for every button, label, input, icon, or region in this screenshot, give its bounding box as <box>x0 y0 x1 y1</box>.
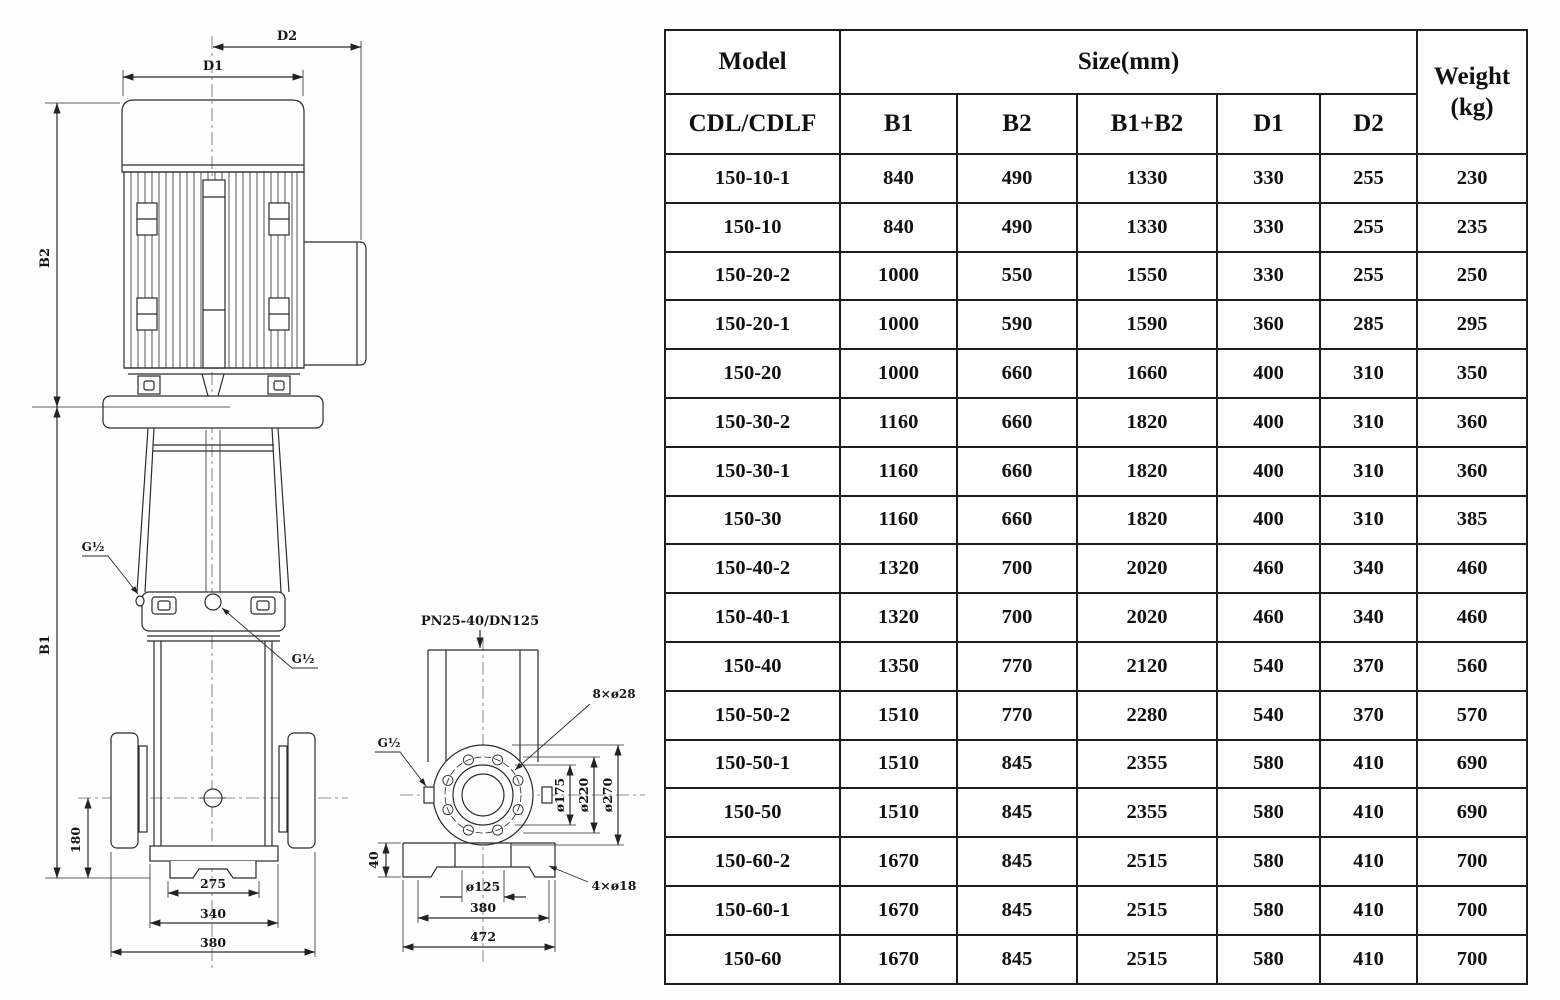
b1b2-cell: 1330 <box>1077 154 1217 203</box>
d1-cell: 400 <box>1217 398 1320 447</box>
b2-cell: 700 <box>957 593 1077 642</box>
weight-cell: 235 <box>1417 203 1527 252</box>
d1-cell: 330 <box>1217 154 1320 203</box>
header-d1: D1 <box>1217 94 1320 154</box>
b1b2-cell: 2515 <box>1077 837 1217 886</box>
b1-cell: 1670 <box>840 935 957 984</box>
leader-g-left <box>82 556 138 594</box>
spec-row <box>665 203 1527 252</box>
label-180: 180 <box>68 826 83 854</box>
b2-cell: 660 <box>957 398 1077 447</box>
weight-cell: 360 <box>1417 398 1527 447</box>
spec-row <box>665 154 1527 203</box>
d1-cell: 580 <box>1217 935 1320 984</box>
b1b2-cell: 1820 <box>1077 398 1217 447</box>
b1b2-cell: 1330 <box>1077 203 1217 252</box>
b1-cell: 1160 <box>840 496 957 545</box>
weight-cell: 360 <box>1417 447 1527 496</box>
b1b2-cell: 1660 <box>1077 349 1217 398</box>
d2-cell: 410 <box>1320 886 1417 935</box>
weight-cell: 700 <box>1417 886 1527 935</box>
spec-row <box>665 642 1527 691</box>
side-port-left <box>424 787 434 803</box>
header-model: Model <box>665 30 840 94</box>
d1-cell: 580 <box>1217 788 1320 837</box>
side-port-right <box>542 787 552 803</box>
label-g-center: G½ <box>291 652 315 666</box>
d2-cell: 340 <box>1320 544 1417 593</box>
d2-cell: 255 <box>1320 252 1417 301</box>
spec-table-header <box>665 30 1527 154</box>
b2-cell: 590 <box>957 300 1077 349</box>
d1-cell: 330 <box>1217 203 1320 252</box>
d1-cell: 580 <box>1217 740 1320 789</box>
b1b2-cell: 1820 <box>1077 496 1217 545</box>
b2-cell: 490 <box>957 154 1077 203</box>
spec-row <box>665 935 1527 984</box>
model-cell: 150-20 <box>665 349 840 398</box>
b2-cell: 490 <box>957 203 1077 252</box>
spec-row <box>665 740 1527 789</box>
d1-cell: 330 <box>1217 252 1320 301</box>
label-175: ø175 <box>552 777 567 813</box>
model-cell: 150-50 <box>665 788 840 837</box>
label-g-bottom: G½ <box>377 736 401 750</box>
header-d2: D2 <box>1320 94 1417 154</box>
weight-cell: 295 <box>1417 300 1527 349</box>
weight-cell: 385 <box>1417 496 1527 545</box>
b1-cell: 1160 <box>840 447 957 496</box>
b1-cell: 1320 <box>840 593 957 642</box>
spec-row <box>665 398 1527 447</box>
weight-cell: 700 <box>1417 837 1527 886</box>
d2-cell: 310 <box>1320 398 1417 447</box>
b1-cell: 1350 <box>840 642 957 691</box>
d2-cell: 410 <box>1320 935 1417 984</box>
label-125: ø125 <box>465 879 501 894</box>
b2-cell: 660 <box>957 349 1077 398</box>
pump-column <box>154 641 272 846</box>
b1-cell: 840 <box>840 203 957 252</box>
model-cell: 150-60 <box>665 935 840 984</box>
base-profile <box>403 843 555 877</box>
b1b2-cell: 2280 <box>1077 691 1217 740</box>
model-cell: 150-40-2 <box>665 544 840 593</box>
weight-cell: 560 <box>1417 642 1527 691</box>
model-cell: 150-10-1 <box>665 154 840 203</box>
spec-row <box>665 886 1527 935</box>
b2-cell: 660 <box>957 496 1077 545</box>
spec-row <box>665 788 1527 837</box>
label-340: 340 <box>199 906 227 921</box>
b2-cell: 845 <box>957 935 1077 984</box>
header-weight-line2: (kg) <box>1450 94 1494 121</box>
d2-cell: 310 <box>1320 349 1417 398</box>
header-b2: B2 <box>957 94 1077 154</box>
header-model-sub: CDL/CDLF <box>665 94 840 154</box>
d1-cell: 400 <box>1217 349 1320 398</box>
b1-cell: 1320 <box>840 544 957 593</box>
b1-cell: 1000 <box>840 252 957 301</box>
b2-cell: 550 <box>957 252 1077 301</box>
model-cell: 150-60-1 <box>665 886 840 935</box>
model-cell: 150-50-2 <box>665 691 840 740</box>
label-d2: D2 <box>276 29 298 44</box>
d2-cell: 410 <box>1320 837 1417 886</box>
label-b2: B2 <box>38 247 53 269</box>
d2-cell: 255 <box>1320 203 1417 252</box>
b1-cell: 1000 <box>840 349 957 398</box>
suction-flange <box>111 733 138 848</box>
d2-cell: 255 <box>1320 154 1417 203</box>
d1-cell: 540 <box>1217 642 1320 691</box>
label-d1: D1 <box>202 59 224 74</box>
b1b2-cell: 2355 <box>1077 740 1217 789</box>
b1-cell: 1510 <box>840 788 957 837</box>
weight-cell: 700 <box>1417 935 1527 984</box>
b1-cell: 1510 <box>840 740 957 789</box>
d1-cell: 540 <box>1217 691 1320 740</box>
label-270: ø270 <box>600 777 615 813</box>
label-220: ø220 <box>576 777 591 813</box>
motor-conduit <box>203 180 225 368</box>
d2-cell: 370 <box>1320 642 1417 691</box>
model-cell: 150-50-1 <box>665 740 840 789</box>
model-cell: 150-20-1 <box>665 300 840 349</box>
d2-cell: 410 <box>1320 788 1417 837</box>
motor-cap <box>122 100 304 172</box>
header-b1: B1 <box>840 94 957 154</box>
spec-row <box>665 349 1527 398</box>
b1-cell: 840 <box>840 154 957 203</box>
model-cell: 150-20-2 <box>665 252 840 301</box>
b2-cell: 845 <box>957 740 1077 789</box>
b1-cell: 1000 <box>840 300 957 349</box>
label-275: 275 <box>199 876 227 891</box>
label-b1: B1 <box>38 634 53 656</box>
b2-cell: 845 <box>957 837 1077 886</box>
label-380-front: 380 <box>199 935 227 950</box>
discharge-flange <box>288 733 315 848</box>
leader-bolt-holes <box>515 704 590 770</box>
side-plug <box>136 596 144 606</box>
b1b2-cell: 1820 <box>1077 447 1217 496</box>
spec-row <box>665 447 1527 496</box>
d2-cell: 285 <box>1320 300 1417 349</box>
header-size: Size(mm) <box>840 30 1417 94</box>
model-cell: 150-40-1 <box>665 593 840 642</box>
b2-cell: 845 <box>957 788 1077 837</box>
d1-cell: 400 <box>1217 447 1320 496</box>
weight-cell: 690 <box>1417 788 1527 837</box>
label-g-left: G½ <box>81 540 105 554</box>
b2-cell: 770 <box>957 642 1077 691</box>
weight-cell: 350 <box>1417 349 1527 398</box>
leader-g-bottom <box>375 752 426 786</box>
b1-cell: 1160 <box>840 398 957 447</box>
weight-cell: 460 <box>1417 544 1527 593</box>
model-cell: 150-30-1 <box>665 447 840 496</box>
spec-row <box>665 837 1527 886</box>
d2-cell: 410 <box>1320 740 1417 789</box>
weight-cell: 570 <box>1417 691 1527 740</box>
d1-cell: 580 <box>1217 837 1320 886</box>
spec-row <box>665 544 1527 593</box>
label-bolt-holes: 8×ø28 <box>592 687 636 701</box>
d2-cell: 340 <box>1320 593 1417 642</box>
model-cell: 150-30-2 <box>665 398 840 447</box>
weight-cell: 250 <box>1417 252 1527 301</box>
weight-cell: 690 <box>1417 740 1527 789</box>
b1b2-cell: 2020 <box>1077 544 1217 593</box>
d2-cell: 370 <box>1320 691 1417 740</box>
label-flange-spec: PN25-40/DN125 <box>420 614 540 629</box>
d2-cell: 310 <box>1320 447 1417 496</box>
flange-outer <box>433 745 533 845</box>
d1-cell: 400 <box>1217 496 1320 545</box>
b2-cell: 700 <box>957 544 1077 593</box>
b2-cell: 845 <box>957 886 1077 935</box>
spec-table-container <box>664 29 1528 985</box>
lantern-bracket <box>137 428 289 592</box>
b1b2-cell: 2355 <box>1077 788 1217 837</box>
b1b2-cell: 2020 <box>1077 593 1217 642</box>
header-weight <box>1417 30 1527 154</box>
b2-cell: 660 <box>957 447 1077 496</box>
spec-row <box>665 300 1527 349</box>
d1-cell: 580 <box>1217 886 1320 935</box>
head-plug <box>205 594 221 610</box>
d1-cell: 460 <box>1217 544 1320 593</box>
spec-table-body <box>665 154 1527 984</box>
label-472: 472 <box>469 929 497 944</box>
pump-technical-drawing <box>0 0 660 1000</box>
b2-cell: 770 <box>957 691 1077 740</box>
header-b1b2: B1+B2 <box>1077 94 1217 154</box>
b1b2-cell: 2515 <box>1077 935 1217 984</box>
model-cell: 150-60-2 <box>665 837 840 886</box>
b1-cell: 1670 <box>840 837 957 886</box>
drawing-svg <box>0 0 660 1000</box>
d1-cell: 460 <box>1217 593 1320 642</box>
d1-cell: 360 <box>1217 300 1320 349</box>
b1b2-cell: 2515 <box>1077 886 1217 935</box>
b1b2-cell: 2120 <box>1077 642 1217 691</box>
spec-table <box>664 29 1528 985</box>
b1b2-cell: 1550 <box>1077 252 1217 301</box>
model-cell: 150-40 <box>665 642 840 691</box>
model-cell: 150-10 <box>665 203 840 252</box>
weight-cell: 230 <box>1417 154 1527 203</box>
weight-cell: 460 <box>1417 593 1527 642</box>
model-cell: 150-30 <box>665 496 840 545</box>
motor-stool <box>103 396 323 428</box>
d2-cell: 310 <box>1320 496 1417 545</box>
pump-base <box>150 846 278 861</box>
label-40: 40 <box>366 851 381 869</box>
spec-row <box>665 252 1527 301</box>
header-weight-line1: Weight <box>1433 62 1511 90</box>
spec-row <box>665 691 1527 740</box>
b1b2-cell: 1590 <box>1077 300 1217 349</box>
b1-cell: 1670 <box>840 886 957 935</box>
spec-row <box>665 593 1527 642</box>
b1-cell: 1510 <box>840 691 957 740</box>
label-380-bottom: 380 <box>469 900 497 915</box>
spec-row <box>665 496 1527 545</box>
label-base-holes: 4×ø18 <box>591 878 637 893</box>
